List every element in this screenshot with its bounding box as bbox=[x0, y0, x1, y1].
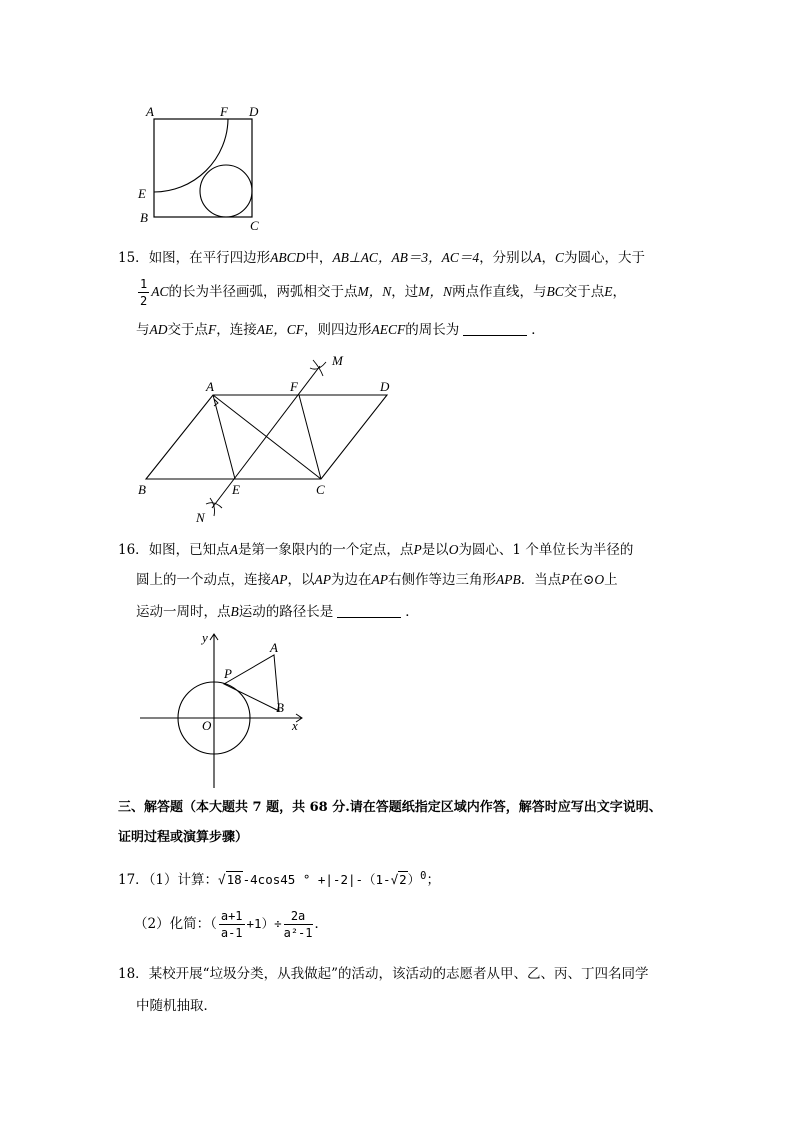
label-D: D bbox=[380, 379, 390, 394]
section-heading: 三、解答题（本大题共 7 题，共 68 分.请在答题纸指定区域内作答，解答时应写出文字说明、 bbox=[118, 800, 662, 815]
label-B: B bbox=[138, 482, 146, 497]
fraction-1: $\frac{a+1}{a-1}$ bbox=[220, 909, 243, 940]
label-D: D bbox=[249, 104, 259, 119]
label-P: P bbox=[224, 666, 232, 681]
q16-line1: 16．如图，已知点A是第一象限内的一个定点，点P是以O为圆心、1 个单位长为半径的 bbox=[118, 542, 634, 558]
q17-part1: 17．（1）计算：√18-4cos45 ° $+|-2|-(1-√2)^0$； bbox=[118, 870, 440, 889]
label-x: x bbox=[292, 718, 298, 733]
label-F: F bbox=[290, 379, 298, 394]
label-F: F bbox=[220, 104, 228, 119]
label-A: A bbox=[146, 104, 154, 119]
q15-line3: 与AD交于点F，连接AE，CF，则四边形AECF的周长为 ． bbox=[136, 322, 545, 338]
label-E: E bbox=[232, 482, 240, 497]
q18-line1: 18．某校开展“垃圾分类，从我做起”的活动，该活动的志愿者从甲、乙、丙、丁四名同学 bbox=[118, 966, 649, 982]
q15-line1: 15．如图，在平行四边形ABCD中，AB⊥AC，AB＝3，AC＝4，分别以A，C为圆心，大于 bbox=[118, 250, 645, 266]
label-C: C bbox=[250, 218, 259, 233]
q15-line2: $\frac{1}{2}$ AC的长为半径画弧，两弧相交于点M，N，过M，N两点作直线，与BC交于点E， bbox=[140, 277, 627, 308]
fraction-2: $\frac{2a}{\text{a²-1}}$ bbox=[283, 909, 313, 940]
label-A: A bbox=[270, 640, 278, 655]
answer-blank-15[interactable] bbox=[463, 321, 527, 336]
label-B: B bbox=[276, 700, 284, 715]
answer-blank-16[interactable] bbox=[337, 603, 401, 618]
label-E: E bbox=[138, 186, 146, 201]
label-C: C bbox=[316, 482, 325, 497]
label-M: M bbox=[332, 353, 343, 368]
label-y: y bbox=[202, 630, 208, 645]
q16-line2: 圆上的一个动点，连接AP，以AP为边在AP右侧作等边三角形APB．当点P在⊙O上 bbox=[136, 572, 618, 588]
q18-line2: 中随机抽取． bbox=[136, 998, 217, 1014]
figure-square-circle bbox=[130, 100, 270, 235]
figure-circle-axes bbox=[130, 628, 315, 793]
q17-part2: （2）化简：（ $\frac{a+1}{a-1}$ +1）÷ $\frac{2a}{\text{a²-1}}$ ． bbox=[134, 909, 329, 940]
label-A: A bbox=[206, 379, 214, 394]
q16-line3: 运动一周时，点B运动的路径长是 ． bbox=[136, 604, 419, 620]
label-O: O bbox=[202, 718, 212, 733]
fraction-half: $\frac{1}{2}$ bbox=[140, 277, 148, 308]
figure-parallelogram bbox=[130, 350, 410, 530]
label-N: N bbox=[196, 510, 205, 525]
label-B: B bbox=[140, 210, 148, 225]
section-heading-cont: 证明过程或演算步骤） bbox=[118, 830, 249, 845]
